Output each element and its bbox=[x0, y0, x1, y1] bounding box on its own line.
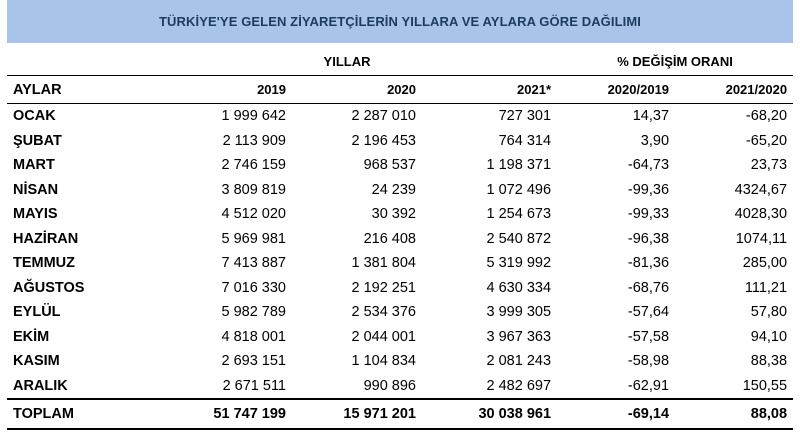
value-2019: 2 671 511 bbox=[222, 377, 286, 394]
value-2019: 1 999 642 bbox=[221, 108, 286, 125]
value-2021: 1 254 673 bbox=[486, 206, 552, 223]
change-2021-2020: 150,55 bbox=[742, 377, 788, 394]
value-2019: 4 512 020 bbox=[221, 206, 286, 223]
table-row bbox=[7, 374, 793, 400]
value-2020: 1 104 834 bbox=[351, 353, 416, 370]
value-2021: 4 630 334 bbox=[486, 279, 552, 296]
value-2019: 51 747 199 bbox=[137, 399, 292, 429]
table-row bbox=[7, 227, 793, 252]
change-2020-2019: -69,14 bbox=[557, 399, 675, 429]
header-2021: 2021* bbox=[422, 76, 557, 104]
change-2021-2020: 285,00 bbox=[742, 255, 788, 272]
change-2020-2019: -68,76 bbox=[627, 279, 670, 296]
change-2021-2020: 111,21 bbox=[744, 279, 788, 296]
month-cell: MAYIS bbox=[13, 206, 58, 223]
value-2021: 5 319 992 bbox=[486, 255, 552, 272]
change-2020-2019: -57,58 bbox=[627, 328, 670, 345]
table-row bbox=[7, 276, 793, 301]
month-cell: ARALIK bbox=[13, 377, 68, 394]
change-2020-2019: -64,73 bbox=[627, 157, 670, 174]
month-cell: AĞUSTOS bbox=[13, 279, 85, 296]
value-2020: 2 192 251 bbox=[351, 279, 416, 296]
change-2021-2020: -65,20 bbox=[745, 132, 788, 149]
value-2019: 7 413 887 bbox=[221, 255, 286, 272]
header-group-row bbox=[7, 48, 793, 76]
change-2020-2019: -81,36 bbox=[627, 255, 670, 272]
header-years: YILLAR bbox=[323, 54, 371, 69]
header-months: AYLAR bbox=[7, 76, 137, 104]
change-2021-2020: 4324,67 bbox=[734, 181, 788, 198]
month-cell: EKİM bbox=[13, 328, 50, 345]
value-2021: 30 038 961 bbox=[422, 399, 557, 429]
table-row bbox=[7, 251, 793, 276]
value-2019: 5 969 981 bbox=[221, 230, 286, 247]
month-cell: NİSAN bbox=[13, 181, 59, 198]
table-row bbox=[7, 129, 793, 154]
value-2021: 2 540 872 bbox=[486, 230, 552, 247]
change-2020-2019: -62,91 bbox=[627, 377, 670, 394]
value-2020: 2 044 001 bbox=[351, 328, 416, 345]
value-2021: 1 072 496 bbox=[486, 181, 552, 198]
value-2020: 990 896 bbox=[363, 377, 416, 394]
month-cell: TOPLAM bbox=[7, 399, 137, 429]
table-row bbox=[7, 104, 793, 129]
value-2020: 2 196 453 bbox=[351, 132, 416, 149]
value-2020: 24 239 bbox=[371, 181, 416, 198]
value-2019: 5 982 789 bbox=[221, 304, 286, 321]
table-row bbox=[7, 325, 793, 350]
value-2020: 1 381 804 bbox=[351, 255, 416, 272]
header-2019: 2019 bbox=[137, 76, 292, 104]
value-2021: 1 198 371 bbox=[486, 157, 552, 174]
value-2020: 2 534 376 bbox=[351, 304, 416, 321]
value-2019: 3 809 819 bbox=[221, 181, 286, 198]
value-2021: 2 482 697 bbox=[486, 377, 552, 394]
header-change-2020-2019: 2020/2019 bbox=[557, 76, 675, 104]
change-2020-2019: -99,36 bbox=[627, 181, 670, 198]
value-2019: 2 113 909 bbox=[222, 132, 286, 149]
table-row bbox=[7, 349, 793, 374]
value-2021: 2 081 243 bbox=[486, 353, 552, 370]
month-cell: HAZİRAN bbox=[13, 230, 79, 247]
header-empty bbox=[7, 48, 137, 76]
value-2019: 7 016 330 bbox=[221, 279, 286, 296]
change-2020-2019: 3,90 bbox=[640, 132, 670, 149]
change-2021-2020: 88,38 bbox=[750, 353, 788, 370]
table-row bbox=[7, 300, 793, 325]
total-row bbox=[7, 399, 793, 429]
header-subcol-row bbox=[7, 76, 793, 104]
month-cell: KASIM bbox=[13, 353, 60, 370]
change-2021-2020: 23,73 bbox=[750, 157, 788, 174]
change-2020-2019: -57,64 bbox=[627, 304, 670, 321]
table-row bbox=[7, 153, 793, 178]
change-2021-2020: 57,80 bbox=[750, 304, 788, 321]
table-row bbox=[7, 202, 793, 227]
change-2021-2020: 88,08 bbox=[675, 399, 793, 429]
change-2021-2020: -68,20 bbox=[745, 108, 788, 125]
value-2019: 4 818 001 bbox=[221, 328, 286, 345]
value-2020: 968 537 bbox=[363, 157, 416, 174]
change-2020-2019: -96,38 bbox=[627, 230, 670, 247]
header-change-2021-2020: 2021/2020 bbox=[675, 76, 793, 104]
month-cell: ŞUBAT bbox=[13, 132, 62, 149]
visitor-table bbox=[7, 48, 793, 430]
value-2020: 15 971 201 bbox=[292, 399, 422, 429]
value-2019: 2 746 159 bbox=[221, 157, 286, 174]
value-2021: 764 314 bbox=[498, 132, 552, 149]
change-2021-2020: 4028,30 bbox=[734, 206, 788, 223]
month-cell: OCAK bbox=[13, 108, 56, 125]
value-2021: 727 301 bbox=[498, 108, 552, 125]
change-2021-2020: 1074,11 bbox=[735, 230, 788, 247]
change-2020-2019: 14,37 bbox=[632, 108, 670, 125]
value-2021: 3 967 363 bbox=[486, 328, 552, 345]
value-2020: 30 392 bbox=[371, 206, 416, 223]
change-2020-2019: -58,98 bbox=[627, 353, 670, 370]
month-cell: EYLÜL bbox=[13, 304, 61, 321]
table-title: TÜRKİYE'YE GELEN ZİYARETÇİLERİN YILLARA VE AYLARA GÖRE DAĞILIMI bbox=[7, 0, 793, 43]
header-2020: 2020 bbox=[292, 76, 422, 104]
month-cell: MART bbox=[13, 157, 55, 174]
change-2020-2019: -99,33 bbox=[627, 206, 670, 223]
value-2020: 216 408 bbox=[363, 230, 416, 247]
change-2021-2020: 94,10 bbox=[750, 328, 788, 345]
month-cell: TEMMUZ bbox=[13, 255, 76, 272]
table-row bbox=[7, 178, 793, 203]
value-2019: 2 693 151 bbox=[221, 353, 286, 370]
value-2021: 3 999 305 bbox=[486, 304, 552, 321]
header-change: % DEĞİŞİM ORANI bbox=[617, 54, 733, 69]
value-2020: 2 287 010 bbox=[351, 108, 416, 125]
